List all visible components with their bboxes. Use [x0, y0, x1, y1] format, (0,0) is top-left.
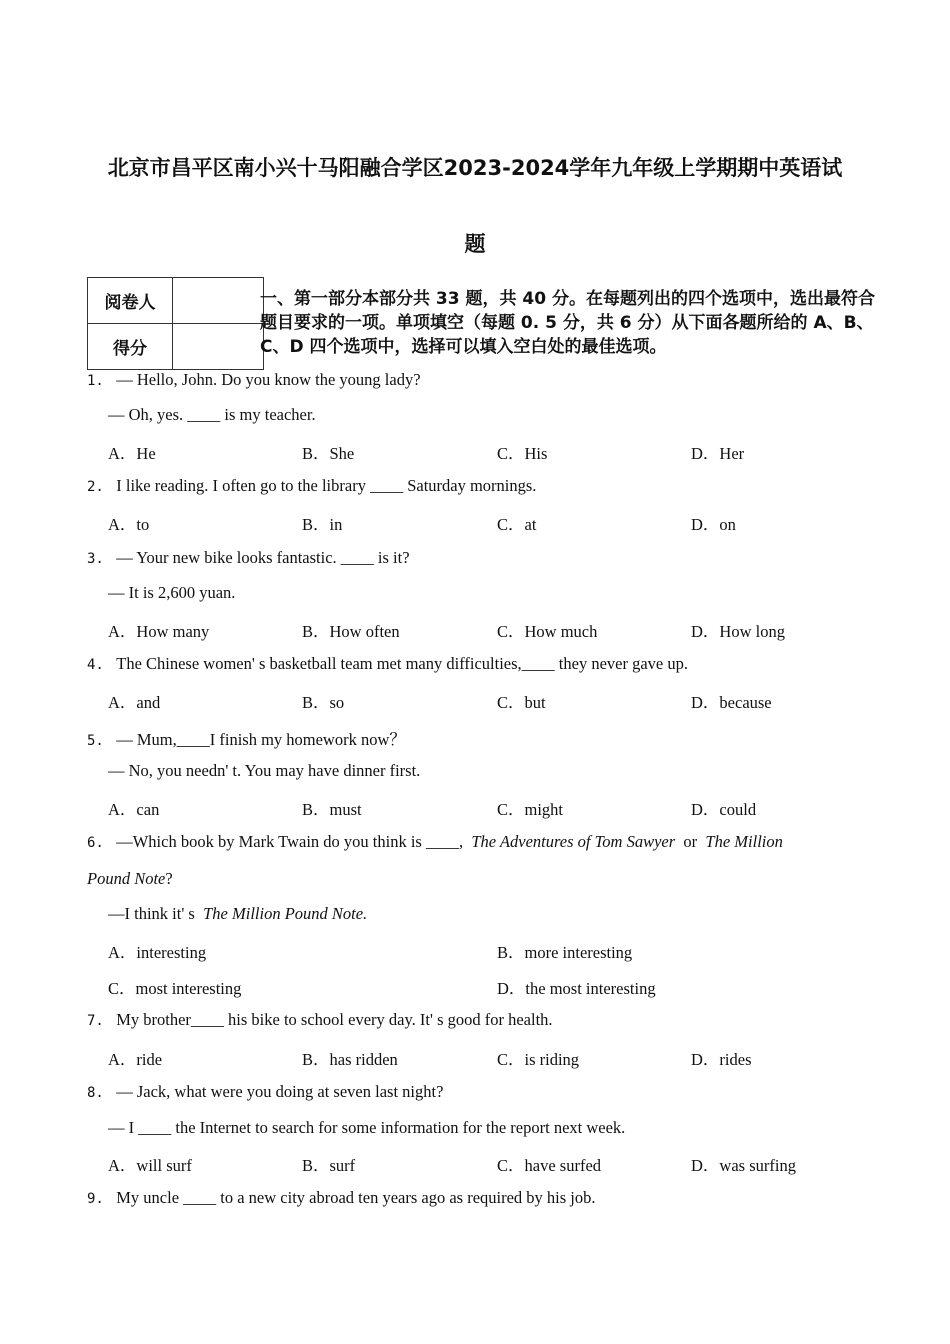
- question-stem: The Chinese women' s basketball team met many difficulties,____ they never gave up.: [116, 654, 688, 673]
- question-5: [87, 726, 406, 750]
- option-c[interactable]: C．at: [497, 515, 537, 534]
- question-4: [87, 654, 688, 674]
- option-a[interactable]: A．interesting: [108, 943, 207, 962]
- option-a[interactable]: A．to: [108, 515, 150, 534]
- option-b[interactable]: B．She: [302, 444, 355, 463]
- option-b[interactable]: B．surf: [302, 1156, 356, 1175]
- reviewer-label: 阅卷人: [88, 278, 173, 324]
- page-title-line1: 北京市昌平区南小兴十马阳融合学区2023-2024学年九年级上学期期中英语试: [107, 156, 843, 180]
- question-stem: My brother____ his bike to school every day. It' s good for health.: [116, 1010, 553, 1029]
- question-3-line2: — It is 2,600 yuan.: [108, 583, 236, 602]
- question-8-line2: — I ____ the Internet to search for some information for the report next week.: [108, 1118, 626, 1137]
- section-heading: 一、第一部分本部分共 33 题，共 40 分。在每题列出的四个选项中，选出最符合题目要求的一项。单项填空（每题 0. 5 分，共 6 分）从下面各题所给的 A、B、C、D 四个选项中，选择可以填入空白处的最佳选项。: [260, 289, 875, 357]
- question-number: 3.: [87, 551, 104, 567]
- question-number: 6.: [87, 835, 104, 851]
- question-number: 9.: [87, 1191, 104, 1207]
- question-5-line2: — No, you needn' t. You may have dinner first.: [108, 761, 421, 780]
- option-c[interactable]: C．most interesting: [108, 979, 242, 998]
- question-6-line2: [87, 869, 173, 889]
- score-blank: [173, 324, 264, 370]
- question-stem: — Your new bike looks fantastic. ____ is it?: [116, 548, 410, 567]
- option-c[interactable]: C．have surfed: [497, 1156, 602, 1175]
- option-c[interactable]: C．How much: [497, 622, 598, 641]
- option-d[interactable]: D．How long: [691, 622, 785, 641]
- option-c[interactable]: C．is riding: [497, 1050, 580, 1069]
- option-d[interactable]: D．Her: [691, 444, 745, 463]
- option-b[interactable]: B．has ridden: [302, 1050, 398, 1069]
- option-b[interactable]: B．How often: [302, 622, 400, 641]
- book-title-b-cont: Pound Note: [87, 869, 166, 888]
- question-number: 7.: [87, 1013, 104, 1029]
- question-6: [87, 832, 783, 852]
- option-b[interactable]: B．more interesting: [497, 943, 633, 962]
- book-title-a: The Adventures of Tom Sawyer: [471, 832, 676, 851]
- option-d[interactable]: D．was surfing: [691, 1156, 796, 1175]
- question-9: [87, 1188, 596, 1208]
- option-b[interactable]: B．so: [302, 693, 345, 712]
- option-c[interactable]: C．might: [497, 800, 564, 819]
- question-6-line3: [108, 904, 367, 924]
- or-word: or: [683, 832, 698, 851]
- question-number: 1.: [87, 373, 104, 389]
- question-number: 2.: [87, 479, 104, 495]
- question-number: 5.: [87, 733, 104, 749]
- question-number: 4.: [87, 657, 104, 673]
- option-a[interactable]: A．How many: [108, 622, 210, 641]
- question-stem: — Jack, what were you doing at seven last night?: [116, 1082, 444, 1101]
- option-a[interactable]: A．will surf: [108, 1156, 192, 1175]
- option-b[interactable]: B．must: [302, 800, 362, 819]
- question-stem: — Hello, John. Do you know the young lady?: [116, 370, 421, 389]
- option-b[interactable]: B．in: [302, 515, 343, 534]
- option-d[interactable]: D．rides: [691, 1050, 752, 1069]
- answer-title: The Million Pound Note.: [203, 904, 368, 923]
- option-d[interactable]: D．on: [691, 515, 736, 534]
- question-stem: I like reading. I often go to the library ____ Saturday mornings.: [116, 476, 537, 495]
- question-3: [87, 548, 410, 568]
- question-1-line2: — Oh, yes. ____ is my teacher.: [108, 405, 316, 424]
- question-stem: My uncle ____ to a new city abroad ten years ago as required by his job.: [116, 1188, 596, 1207]
- option-d[interactable]: D．the most interesting: [497, 979, 656, 998]
- answer-text: —I think it' s: [108, 904, 195, 923]
- book-title-b: The Million: [705, 832, 783, 851]
- option-c[interactable]: C．His: [497, 444, 548, 463]
- question-stem: —Which book by Mark Twain do you think is ____,: [116, 832, 464, 851]
- question-8: [87, 1082, 443, 1102]
- reviewer-blank: [173, 278, 264, 324]
- question-number: 8.: [87, 1085, 104, 1101]
- score-table: [87, 277, 264, 370]
- question-2: [87, 476, 536, 496]
- question-1: [87, 370, 421, 390]
- question-7: [87, 1010, 553, 1030]
- option-a[interactable]: A．He: [108, 444, 156, 463]
- score-label: 得分: [88, 324, 173, 370]
- option-c[interactable]: C．but: [497, 693, 546, 712]
- option-a[interactable]: A．can: [108, 800, 160, 819]
- option-a[interactable]: A．ride: [108, 1050, 163, 1069]
- option-a[interactable]: A．and: [108, 693, 161, 712]
- question-stem: — Mum,____I finish my homework now？: [116, 730, 406, 749]
- option-d[interactable]: D．could: [691, 800, 757, 819]
- page-title-line2: 题: [464, 232, 486, 256]
- option-d[interactable]: D．because: [691, 693, 772, 712]
- question-mark: ?: [165, 869, 173, 888]
